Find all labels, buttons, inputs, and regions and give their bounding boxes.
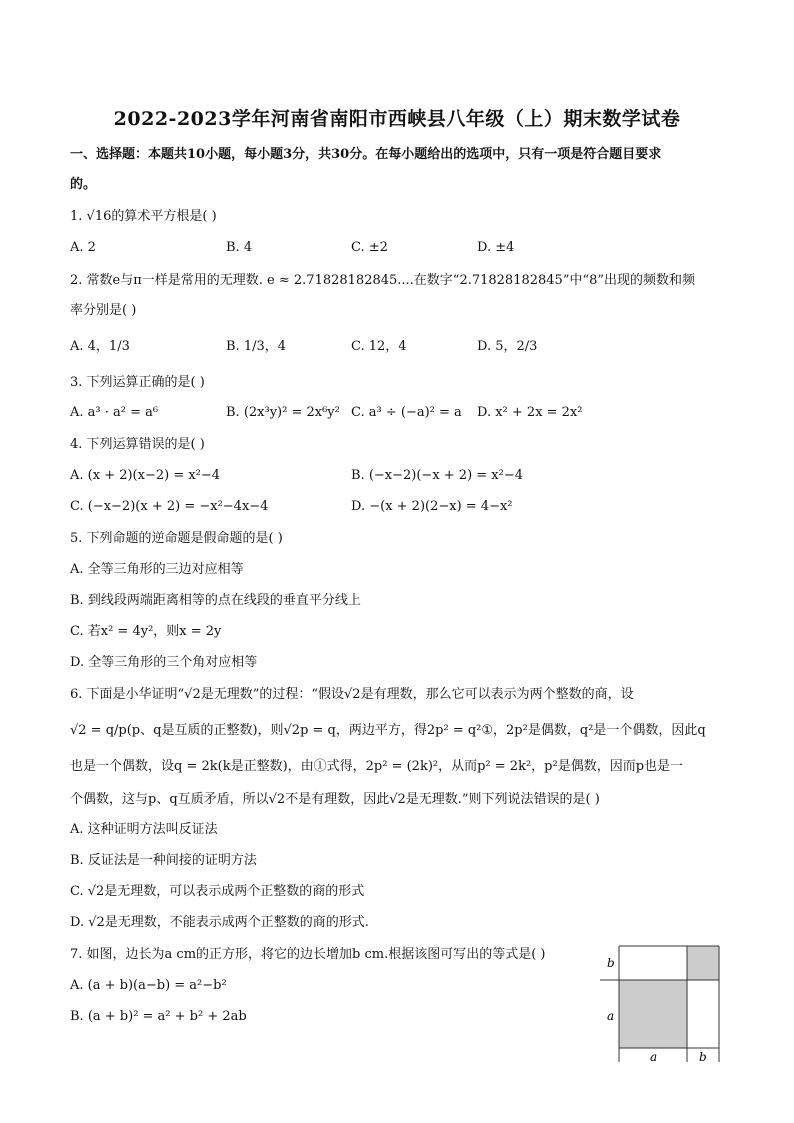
q5-option-a[interactable]: A. 全等三角形的三边对应相等: [70, 562, 244, 577]
q6-option-c[interactable]: C. √2是无理数，可以表示成两个正整数的商的形式: [70, 884, 365, 899]
page-title: 2022-2023学年河南省南阳市西峡县八年级（上）期末数学试卷: [113, 108, 681, 130]
q5-option-b[interactable]: B. 到线段两端距离相等的点在线段的垂直平分线上: [70, 593, 361, 608]
label-bottom-b: b: [699, 1050, 707, 1064]
q2-option-a[interactable]: A. 4，1/3: [70, 339, 130, 354]
question-4-stem: 4. 下列运算错误的是( ): [70, 437, 205, 452]
q6-option-b[interactable]: B. 反证法是一种间接的证明方法: [70, 853, 257, 868]
question-6-line3: 也是一个偶数，设q = 2k(k是正整数)，由①式得，2p² = (2k)²，从而p² = 2k²，p²是偶数，因而p也是一: [70, 759, 684, 774]
q1-option-a[interactable]: A. 2: [70, 240, 96, 255]
q2-option-b[interactable]: B. 1/3，4: [226, 339, 287, 354]
q7-option-b[interactable]: B. (a + b)² = a² + b² + 2ab: [70, 1009, 247, 1024]
q2-option-d[interactable]: D. 5，2/3: [477, 339, 538, 354]
q3-option-c[interactable]: C. a³ ÷ (−a)² = a: [351, 405, 462, 420]
section-instructions-line1: 一、选择题：本题共10小题，每小题3分，共30分。在每小题给出的选项中，只有一项是符合题目要求: [70, 147, 662, 162]
shaded-square-a: [619, 980, 687, 1048]
question-6-line2: √2 = q/p(p、q是互质的正整数)，则√2p = q，两边平方，得2p² = q²①，2p²是偶数，q²是一个偶数，因此q: [70, 723, 706, 738]
q4-option-b[interactable]: B. (−x−2)(−x + 2) = x²−4: [351, 468, 524, 483]
q5-option-d[interactable]: D. 全等三角形的三个角对应相等: [70, 655, 258, 670]
question-5-stem: 5. 下列命题的逆命题是假命题的是( ): [70, 531, 283, 546]
question-2-stem-line2: 率分别是( ): [70, 303, 137, 318]
question-3-stem: 3. 下列运算正确的是( ): [70, 375, 205, 390]
question-6-line4: 个偶数，这与p、q互质矛盾，所以√2不是有理数，因此√2是无理数.”则下列说法错误的是( ): [70, 792, 600, 807]
square-figure: [598, 944, 728, 1066]
q6-option-a[interactable]: A. 这种证明方法叫反证法: [70, 822, 218, 837]
q7-option-a[interactable]: A. (a + b)(a−b) = a²−b²: [70, 978, 227, 993]
q3-option-d[interactable]: D. x² + 2x = 2x²: [477, 405, 583, 420]
question-7-stem: 7. 如图，边长为a cm的正方形，将它的边长增加b cm.根据该图可写出的等式是( ): [70, 947, 546, 962]
q4-option-a[interactable]: A. (x + 2)(x−2) = x²−4: [70, 468, 221, 483]
q4-option-d[interactable]: D. −(x + 2)(2−x) = 4−x²: [351, 499, 513, 514]
q3-option-b[interactable]: B. (2x³y)² = 2x⁶y²: [226, 405, 340, 420]
section-instructions-line2: 的。: [70, 177, 97, 192]
label-left-b: b: [607, 956, 615, 970]
label-left-a: a: [607, 1009, 615, 1023]
q1-option-c[interactable]: C. ±2: [351, 240, 388, 255]
shaded-square-b: [687, 946, 719, 980]
question-6-line1: 6. 下面是小华证明“√2是无理数”的过程：“假设√2是有理数，那么它可以表示为两个整数的商，设: [70, 687, 634, 702]
q1-option-b[interactable]: B. 4: [226, 240, 253, 255]
q6-option-d[interactable]: D. √2是无理数，不能表示成两个正整数的商的形式.: [70, 915, 369, 930]
label-bottom-a: a: [650, 1050, 658, 1064]
question-2-stem-line1: 2. 常数e与π一样是常用的无理数. e ≈ 2.71828182845....在数字“2.71828182845”中“8”出现的频数和频: [70, 273, 696, 288]
q2-option-c[interactable]: C. 12，4: [351, 339, 407, 354]
q1-option-d[interactable]: D. ±4: [477, 240, 515, 255]
question-1-stem: 1. √16的算术平方根是( ): [70, 209, 217, 224]
q5-option-c[interactable]: C. 若x² = 4y²，则x = 2y: [70, 624, 222, 639]
q4-option-c[interactable]: C. (−x−2)(x + 2) = −x²−4x−4: [70, 499, 269, 514]
q3-option-a[interactable]: A. a³ · a² = a⁶: [70, 405, 159, 420]
